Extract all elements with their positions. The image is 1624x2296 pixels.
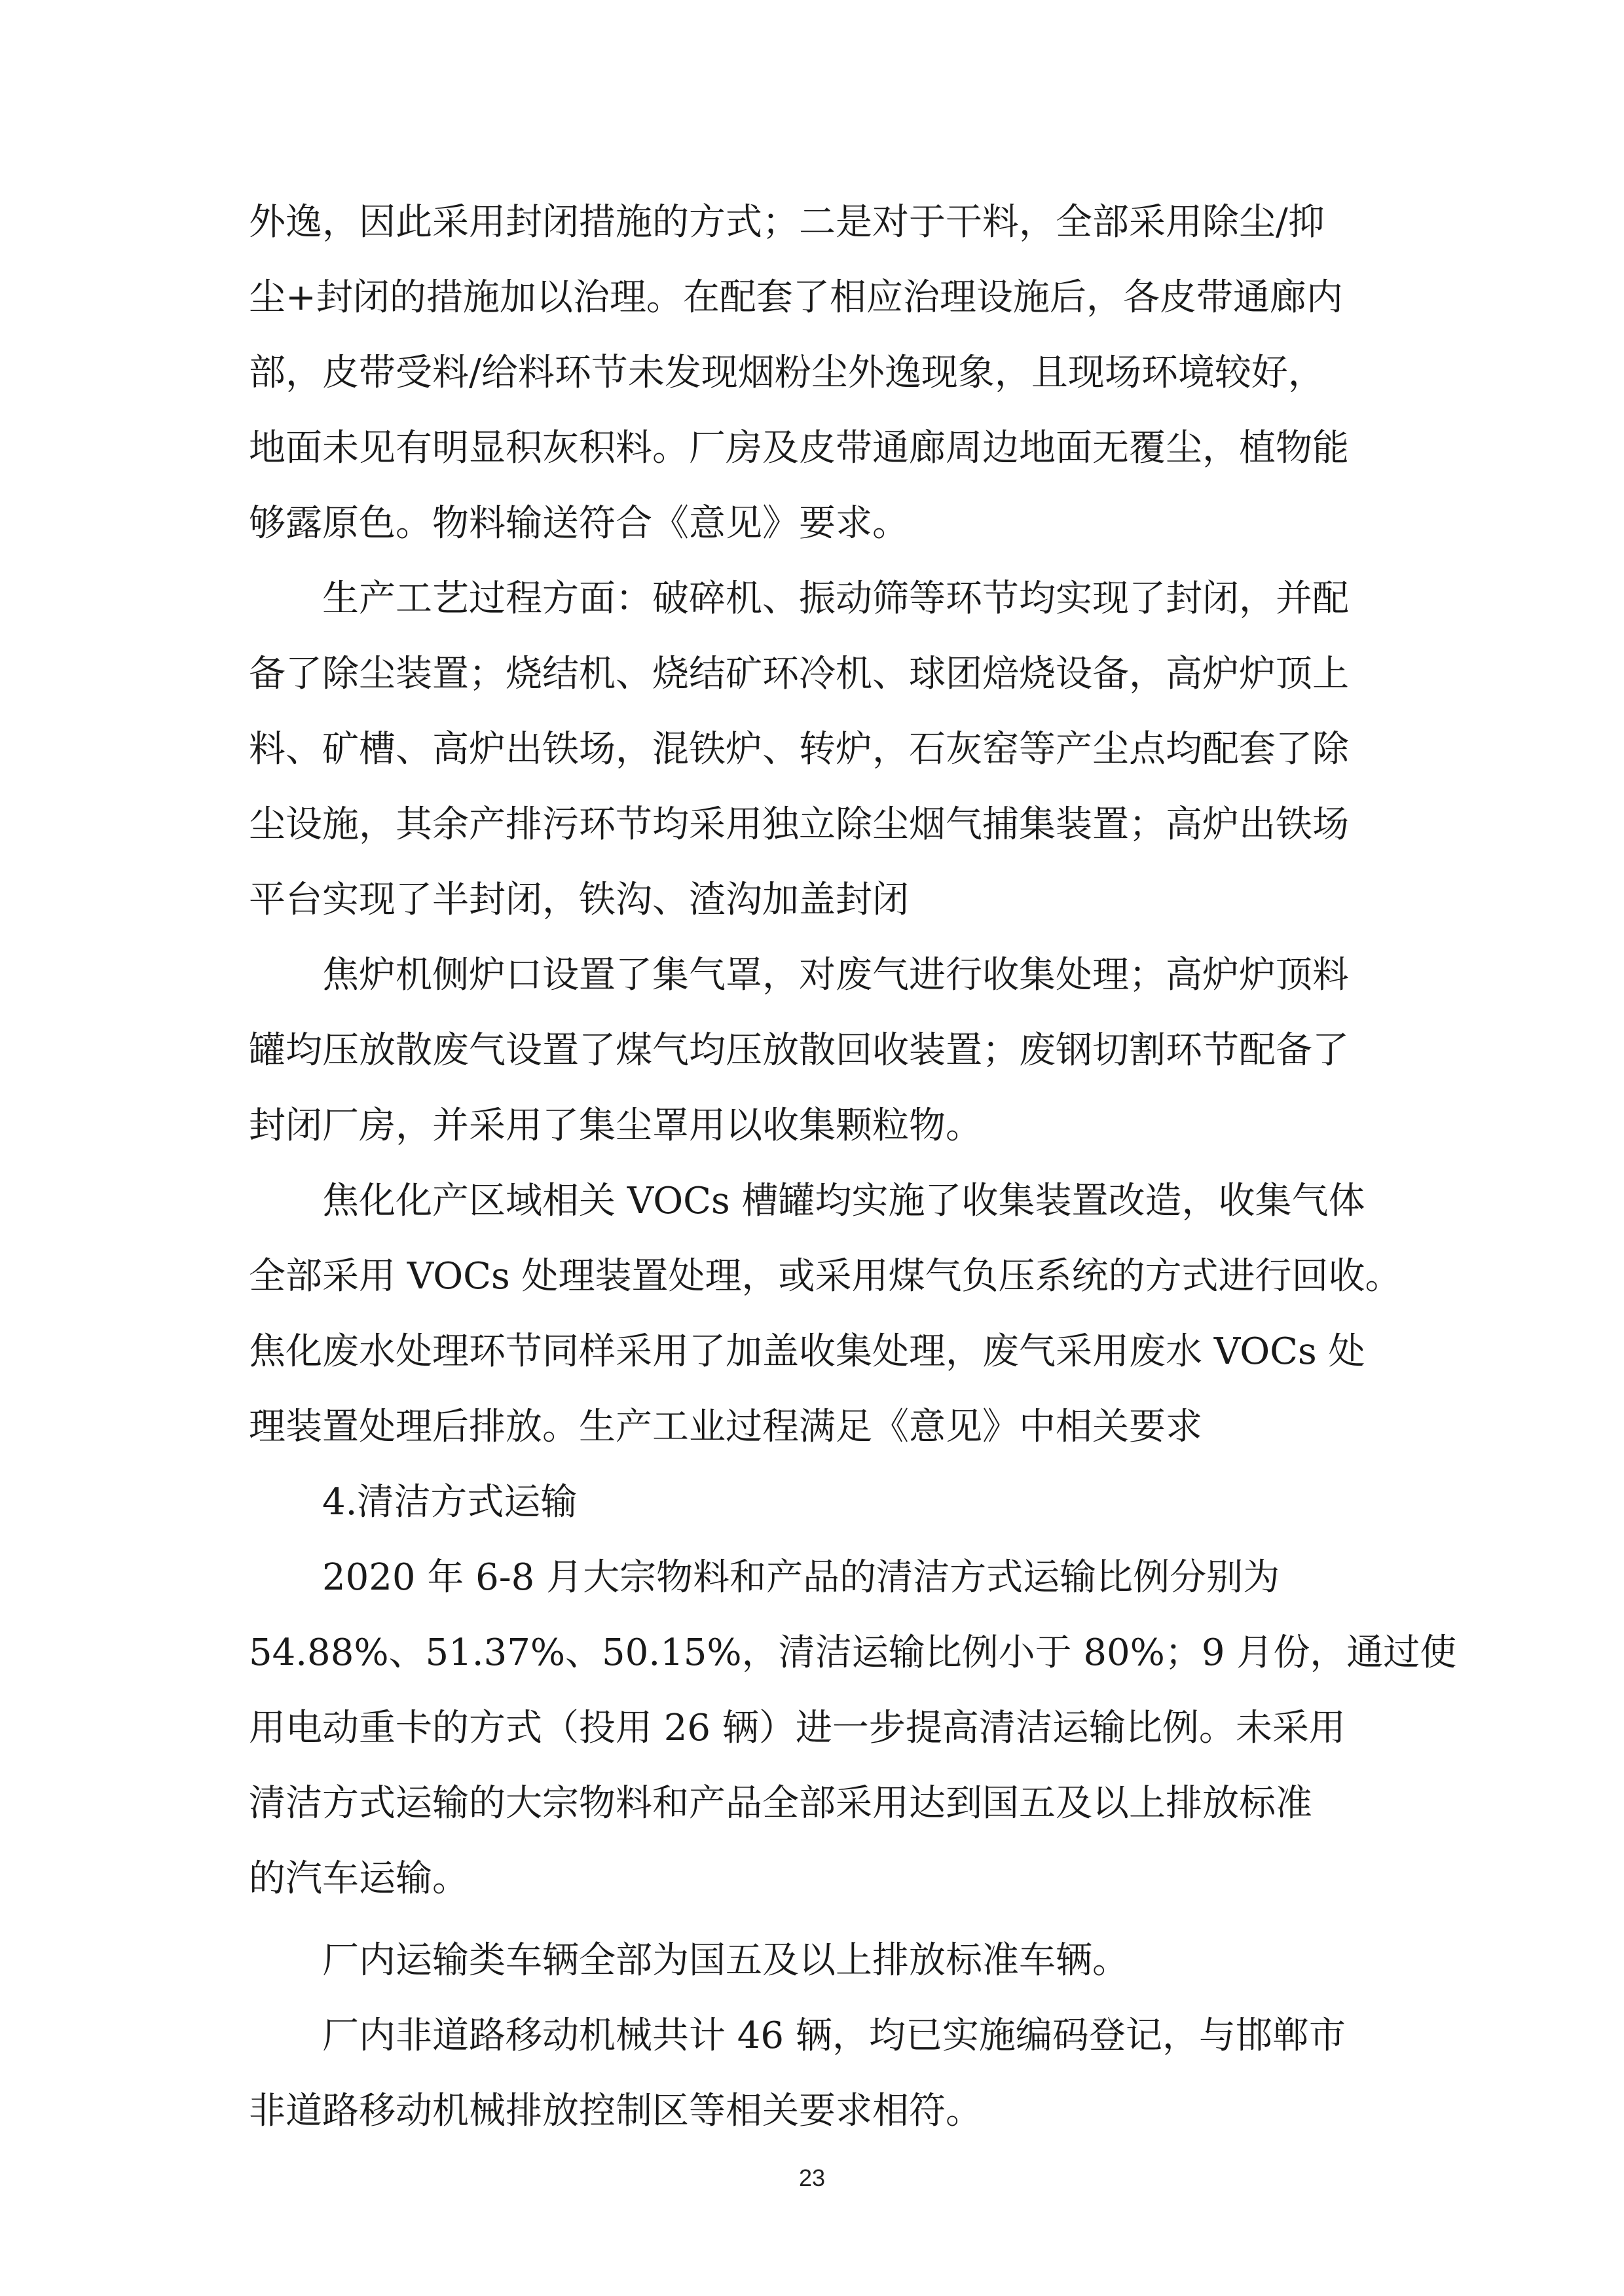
text-line [0,1162,1624,1241]
text-line [0,1922,1624,2000]
text-line-content: 尘设施，其余产排污环节均采用独立除尘烟气捕集装置；高炉出铁场 [249,803,1349,846]
text-line [0,1840,1624,1918]
text-line-content: 部，皮带受料/给料环节未发现烟粉尘外逸现象，且现场环境较好， [249,352,1325,394]
section-heading [0,1463,1624,1542]
text-line-content: 地面未见有明显积灰积料。厂房及皮带通廊周边地面无覆尘，植物能 [249,427,1349,469]
text-line [0,1689,1624,1768]
text-line-content: 封闭厂房，并采用了集尘罩用以收集颗粒物。 [249,1104,982,1147]
text-line [0,259,1624,337]
text-line-content: 厂内非道路移动机械共计 46 辆，均已实施编码登记，与邯郸市 [322,2014,1346,2057]
text-line [0,1011,1624,1090]
text-line [0,1614,1624,1692]
text-line-content: 平台实现了半封闭，铁沟、渣沟加盖封闭 [249,879,909,921]
text-line [0,560,1624,638]
text-line [0,635,1624,714]
text-line [0,1388,1624,1467]
text-line [0,786,1624,864]
text-line [0,1539,1624,1617]
text-line-content: 备了除尘装置；烧结机、烧结矿环冷机、球团焙烧设备，高炉炉顶上 [249,653,1349,695]
text-line [0,710,1624,789]
page-number: 23 [798,2164,826,2191]
text-line [0,861,1624,939]
text-line-content: 2020 年 6-8 月大宗物料和产品的清洁方式运输比例分别为 [322,1556,1280,1599]
text-line-content: 外逸，因此采用封闭措施的方式；二是对于干料，全部采用除尘/抑 [249,201,1325,244]
text-line [0,1764,1624,1843]
text-line-content: 罐均压放散废气设置了煤气均压放散回收装置；废钢切割环节配备了 [249,1029,1349,1072]
text-line [0,1237,1624,1316]
text-line-content: 生产工艺过程方面：破碎机、振动筛等环节均实现了封闭，并配 [322,577,1349,620]
text-line-content: 够露原色。物料输送符合《意见》要求。 [249,502,909,545]
text-line-content: 全部采用 VOCs 处理装置处理，或采用煤气负压系统的方式进行回收。 [249,1255,1402,1298]
text-line [0,183,1624,262]
text-line-content: 清洁方式运输的大宗物料和产品全部采用达到国五及以上排放标准 [249,1782,1312,1825]
text-line-content: 的汽车运输。 [249,1857,469,1900]
text-line-content: 焦化化产区域相关 VOCs 槽罐均实施了收集装置改造，收集气体 [322,1180,1365,1222]
text-line [0,1313,1624,1391]
text-line [0,409,1624,488]
text-line [0,936,1624,1015]
text-line-content: 54.88%、51.37%、50.15%，清洁运输比例小于 80%；9 月份，通过使 [249,1631,1457,1674]
text-line-content: 焦炉机侧炉口设置了集气罩，对废气进行收集处理；高炉炉顶料 [322,954,1349,996]
text-line [0,1087,1624,1165]
text-line-content: 尘+封闭的措施加以治理。在配套了相应治理设施后，各皮带通廊内 [249,276,1343,319]
text-line-content: 料、矿槽、高炉出铁场，混铁炉、转炉，石灰窑等产尘点均配套了除 [249,728,1349,771]
text-line-content: 焦化废水处理环节同样采用了加盖收集处理，废气采用废水 VOCs 处 [249,1330,1365,1373]
text-line-content: 厂内运输类车辆全部为国五及以上排放标准车辆。 [322,1939,1129,1982]
text-line [0,334,1624,412]
text-line [0,484,1624,563]
section-heading-text: 4.清洁方式运输 [322,1481,578,1523]
text-line [0,2072,1624,2151]
text-line-content: 非道路移动机械排放控制区等相关要求相符。 [249,2090,982,2132]
text-line [0,1997,1624,2075]
text-line-content: 理装置处理后排放。生产工业过程满足《意见》中相关要求 [249,1406,1202,1448]
text-line-content: 用电动重卡的方式（投用 26 辆）进一步提高清洁运输比例。未采用 [249,1707,1346,1749]
